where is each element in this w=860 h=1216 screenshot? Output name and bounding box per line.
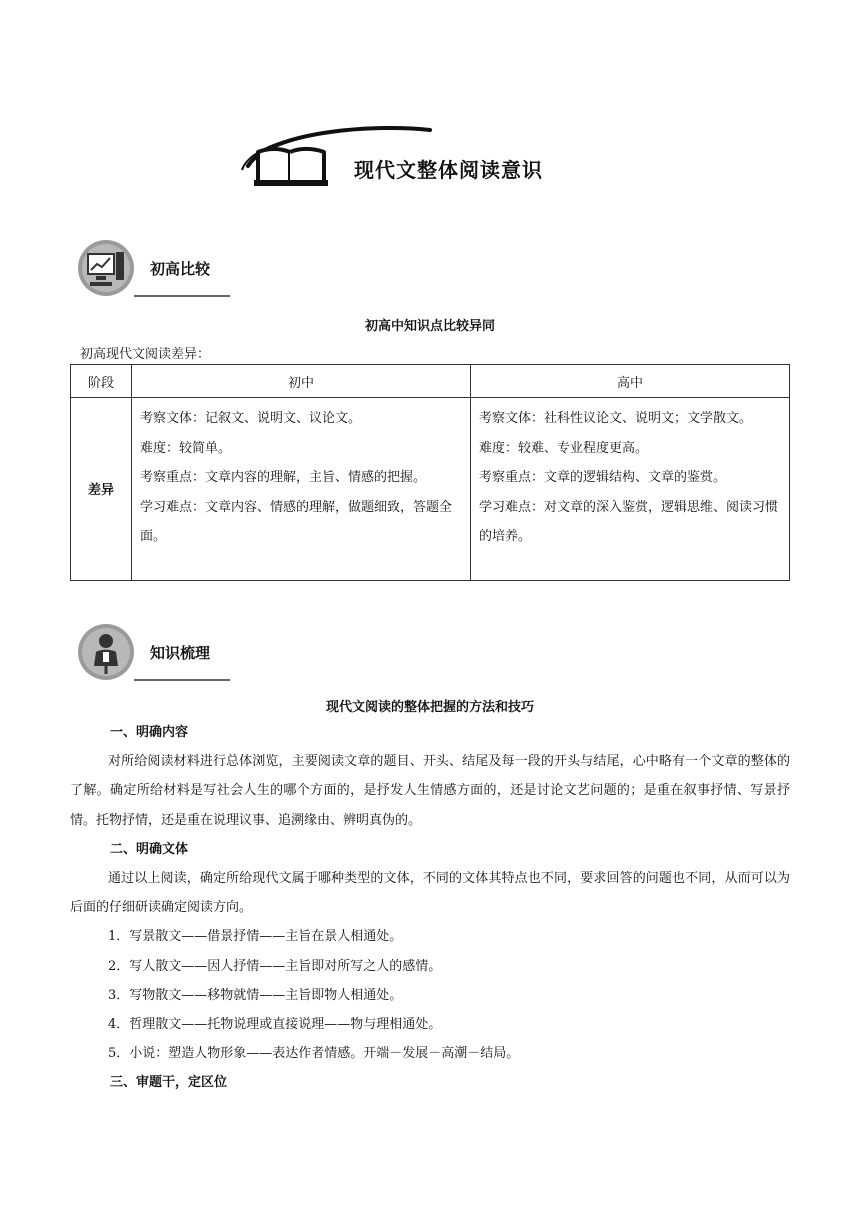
header-junior: 初中	[132, 365, 471, 398]
senior-cell	[471, 398, 790, 581]
paragraph: 对所给阅读材料进行总体浏览，主要阅读文章的题目、开头、结尾及每一段的开头与结尾，心中略有一个文章的整体的了解。确定所给材料是写社会人生的哪个方面的，是抒发人生情感方面的，还是讨论文艺问题的；是重在叙事抒情、写景抒情。托物抒情，还是重在说理议事、追溯缘由、辨明真伪的。	[70, 754, 790, 828]
list-item: 5．小说：塑造人物形象——表达作者情感。开端－发展－高潮－结局。	[108, 1046, 520, 1062]
paragraph: 通过以上阅读，确定所给现代文属于哪种类型的文体，不同的文体其特点也不同，要求回答的问题也不同，从而可以为后面的仔细研读确定阅读方向。	[70, 871, 790, 916]
heading-genre: 二、明确文体	[110, 841, 189, 857]
header-senior: 高中	[471, 365, 790, 398]
list-item: 4．哲理散文——托物说理或直接说理——物与理相通处。	[108, 1017, 442, 1033]
heading-content: 一、明确内容	[110, 725, 189, 740]
method-title: 现代文阅读的整体把握的方法和技巧	[325, 700, 534, 715]
junior-line: 学习难点：文章内容、情感的理解，做题细致，答题全面。	[140, 499, 453, 544]
header-stage: 阶段	[71, 365, 132, 398]
section-label: 知识梳理	[150, 644, 211, 662]
senior-line: 考察文体：社科性议论文、说明文；文学散文。	[479, 411, 753, 426]
senior-line: 学习难点：对文章的深入鉴赏，逻辑思维、阅读习惯的培养。	[479, 499, 779, 544]
section-header-knowledge	[76, 622, 236, 684]
heading-question: 三、审题干，定区位	[110, 1075, 228, 1091]
document-title-banner	[240, 122, 580, 192]
comparison-table	[70, 364, 790, 581]
senior-line: 考察重点：文章的逻辑结构、文章的鉴赏。	[479, 470, 727, 485]
row-label-difference: 差异	[71, 398, 132, 581]
document-title: 现代文整体阅读意识	[354, 158, 543, 182]
table-header-row	[71, 365, 790, 398]
list-item: 1．写景散文——借景抒情——主旨在景人相通处。	[108, 929, 403, 945]
section-label: 初高比较	[150, 260, 211, 278]
table-row	[71, 398, 790, 581]
junior-line: 考察文体：记叙文、说明文、议论文。	[140, 411, 362, 426]
junior-cell	[132, 398, 471, 581]
list-item: 3．写物散文——移物就情——主旨即物人相通处。	[108, 987, 403, 1003]
table-intro: 初高现代文阅读差异：	[80, 347, 211, 362]
senior-line: 难度：较难、专业程度更高。	[479, 440, 649, 456]
table-title: 初高中知识点比较异同	[364, 319, 495, 334]
section-header-comparison	[76, 238, 236, 300]
list-item: 2．写人散文——因人抒情——主旨即对所写之人的感情。	[108, 958, 442, 974]
junior-line: 考察重点：文章内容的理解，主旨、情感的把握。	[140, 470, 427, 485]
junior-line: 难度：较简单。	[140, 440, 232, 456]
method-body	[70, 718, 790, 1098]
